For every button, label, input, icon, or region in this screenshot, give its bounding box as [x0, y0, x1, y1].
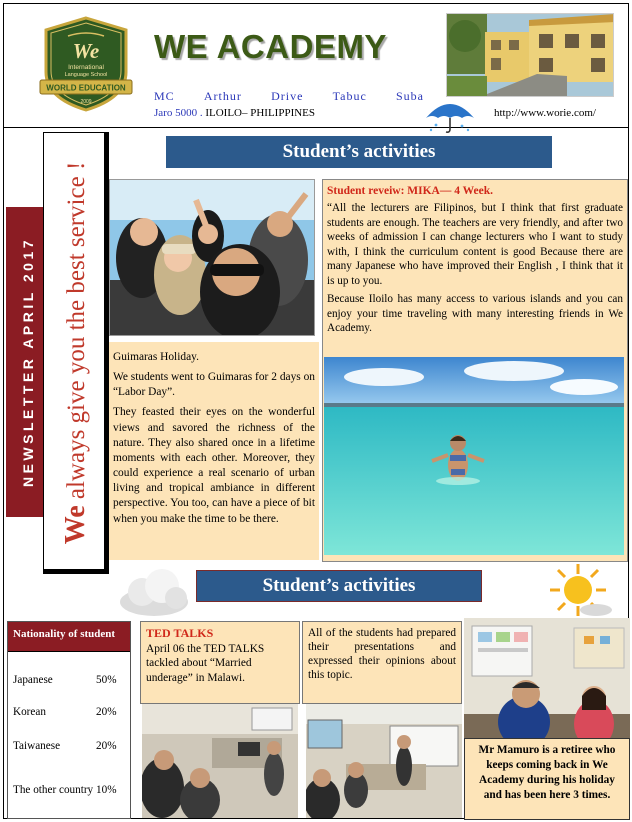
- presentation-article: [302, 621, 462, 704]
- newsletter-date-label: NEWSLETTER APRIL 2017: [20, 236, 36, 488]
- address-line-2: [154, 107, 315, 119]
- slogan-we: We: [60, 505, 91, 545]
- nationality-percent: 20%: [96, 740, 117, 752]
- nationality-percent: 50%: [96, 674, 117, 686]
- logo-year: 2009: [80, 99, 92, 105]
- guimaras-article: [109, 342, 319, 560]
- slogan-rest: always give you the best service !: [63, 161, 90, 506]
- ted-talks-article: [140, 621, 300, 704]
- mamuro-caption: Mr Mamuro is a retiree who keeps coming back in We Academy during his holiday and has been here 3 times.: [464, 738, 630, 820]
- review-title: Student reveiw: MIKA— 4 Week.: [327, 185, 493, 197]
- address-word: Arthur: [203, 89, 242, 103]
- logo-we-text: We: [72, 39, 100, 63]
- section-heading-activities-top: Student’s activities: [166, 136, 552, 168]
- guimaras-title: Guimaras Holiday.: [113, 351, 199, 363]
- sun-icon: [538, 562, 618, 618]
- beach-photo: [324, 357, 624, 555]
- nationality-row: [8, 740, 130, 753]
- nationality-row: [8, 706, 130, 719]
- newsletter-page: [3, 3, 629, 819]
- classroom-photo-1: [142, 704, 298, 818]
- guimaras-group-photo: [109, 179, 315, 336]
- website-link[interactable]: http://www.worie.com/: [494, 107, 596, 119]
- address-word: Drive: [271, 89, 304, 103]
- header: [4, 4, 628, 128]
- nationality-row: [8, 674, 130, 687]
- nationality-table: [7, 621, 131, 819]
- nationality-title: Nationality of student: [8, 622, 130, 652]
- address-line-1: [154, 89, 424, 104]
- guimaras-paragraph-1: We students went to Guimaras for 2 days on “Labor Day”.: [113, 371, 315, 399]
- school-logo: [38, 16, 134, 112]
- umbrella-icon: [422, 96, 478, 134]
- ted-talks-title: TED TALKS: [146, 626, 214, 640]
- address-word: MC: [154, 89, 175, 103]
- review-paragraph-1: “All the lecturers are Filipinos, but I think that first graduate students are enough. The teachers are very friendly, and after two weeks of admission I can change lecturers who I want to study with, I think the curriculum content is good Because there are many Japanese who have improved their English , I think that it is up to you.: [327, 201, 623, 287]
- logo-ribbon-text: WORLD EDUCATION: [46, 83, 126, 93]
- nationality-name: Korean: [13, 706, 46, 718]
- nationality-percent: 20%: [96, 706, 117, 718]
- ted-talks-body: April 06 the TED TALKS tackled about “Married underage” in Malawi.: [146, 642, 265, 685]
- section-heading-activities-bottom: Student’s activities: [196, 570, 482, 602]
- presentation-body: All of the students had prepared their presentations and expressed their opinions about this topic.: [308, 627, 456, 682]
- address-word: Tabuc: [332, 89, 367, 103]
- guimaras-paragraph-2: They feasted their eyes on the wonderful views and savored the richness of the nature. They also shared once in a lifetime moments with each other. Moreover, they could experience a real scenario of urban living and tropical ambiance in different perspective. You too, can have a piece of bit when you make the time to be there.: [113, 406, 315, 525]
- classroom-photo-2: [306, 704, 462, 818]
- logo-line1: International: [68, 64, 104, 71]
- nationality-name: Taiwanese: [13, 740, 61, 752]
- mamuro-photo: [464, 618, 630, 740]
- brand-title: WE ACADEMY: [154, 28, 387, 65]
- logo-line2: Language School: [64, 72, 108, 78]
- nationality-name: The other country: [13, 784, 94, 796]
- school-building-photo: [446, 13, 614, 97]
- address-postcode: Jaro 5000 .: [154, 107, 206, 119]
- nationality-name: Japanese: [13, 674, 53, 686]
- nationality-percent: 10%: [96, 784, 117, 796]
- address-city: ILOILO– PHILIPPINES: [205, 107, 316, 119]
- slogan-text: [60, 162, 92, 545]
- review-paragraph-2: Because Iloilo has many access to various islands and you can enjoy your time traveling with many interesting friends in We Academy.: [327, 293, 623, 335]
- address-word: Suba: [395, 89, 424, 103]
- cloud-icon: [116, 566, 192, 620]
- nationality-row: [8, 784, 130, 797]
